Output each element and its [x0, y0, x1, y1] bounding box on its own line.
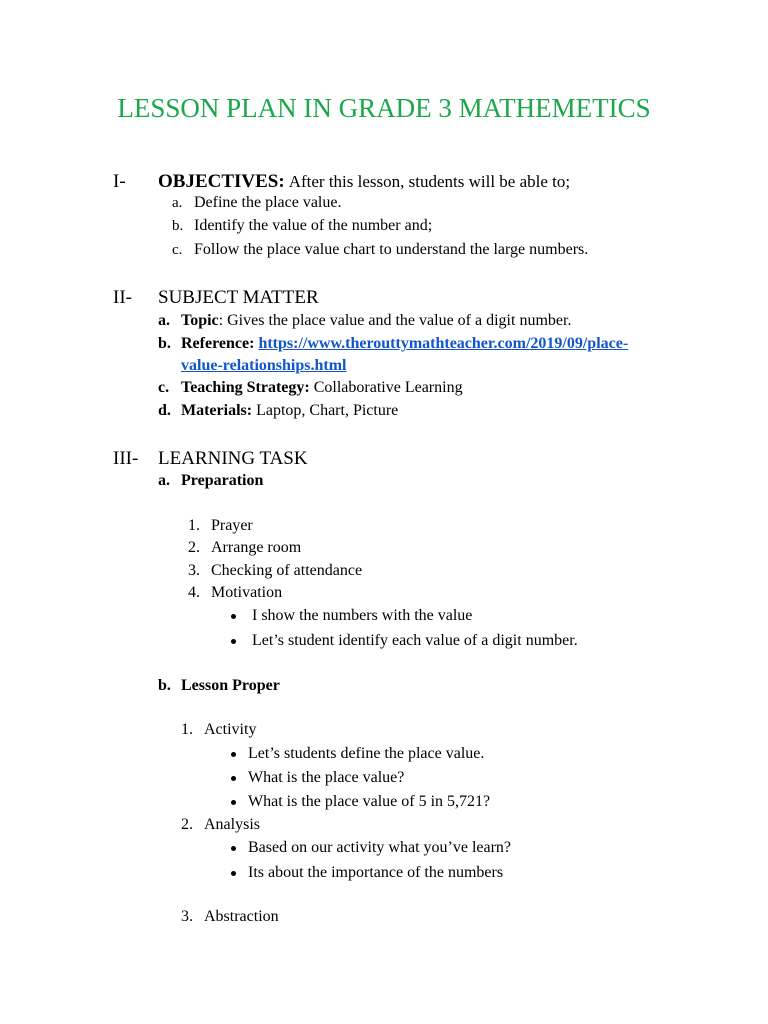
objective-b-text: Identify the value of the number and;	[194, 217, 433, 234]
subject-a-marker: a.	[158, 312, 170, 329]
topic-sep: :	[218, 312, 224, 329]
preparation-label: Preparation	[181, 472, 264, 489]
materials-label: Materials:	[181, 402, 253, 419]
document-title: LESSON PLAN IN GRADE 3 MATHEMETICS	[117, 93, 651, 123]
lesson-item-2-text: Analysis	[204, 816, 260, 833]
prep-item-3-text: Checking of attendance	[211, 562, 363, 579]
section-3-numeral: III-	[113, 448, 139, 469]
subject-c-marker: c.	[158, 379, 170, 396]
analysis-bullet-2: Its about the importance of the numbers	[248, 864, 504, 881]
subject-reference-line	[181, 336, 628, 352]
lesson-proper-label: Lesson Proper	[181, 677, 280, 694]
section-1-numeral: I-	[113, 171, 126, 192]
activity-bullet-3: What is the place value of 5 in 5,721?	[248, 793, 491, 810]
objective-c-marker: c.	[172, 242, 183, 258]
bullet-dot	[231, 776, 236, 781]
section-1-intro: After this lesson, students will be able to;	[288, 172, 571, 191]
prep-item-2-marker: 2.	[188, 539, 200, 556]
objective-a-text: Define the place value.	[194, 194, 342, 211]
subject-strategy-line	[181, 380, 463, 396]
section-1-heading-line	[158, 172, 570, 191]
bullet-dot	[231, 639, 236, 644]
objective-b-marker: b.	[172, 218, 184, 234]
lesson-item-3-marker: 3.	[181, 908, 193, 925]
prep-item-1-marker: 1.	[188, 517, 200, 534]
motivation-bullet-1: I show the numbers with the value	[252, 607, 473, 624]
section-3-heading: LEARNING TASK	[158, 448, 308, 469]
lesson-item-2-marker: 2.	[181, 816, 193, 833]
subject-b-marker: b.	[158, 335, 171, 352]
subject-d-marker: d.	[158, 402, 171, 419]
lesson-item-1-marker: 1.	[181, 721, 193, 738]
bullet-dot	[231, 871, 236, 876]
reference-label: Reference:	[181, 335, 255, 352]
lesson-proper-marker: b.	[158, 677, 171, 694]
topic-label: Topic	[181, 312, 219, 329]
objective-a-marker: a.	[172, 195, 183, 211]
preparation-marker: a.	[158, 472, 170, 489]
reference-link[interactable]: https://www.therouttymathteacher.com/2019/09/place-	[258, 335, 629, 352]
analysis-bullet-1: Based on our activity what you’ve learn?	[248, 839, 512, 856]
section-2-numeral: II-	[113, 287, 132, 308]
topic-text: Gives the place value and the value of a digit number.	[223, 312, 572, 329]
prep-item-2-text: Arrange room	[211, 539, 302, 556]
strategy-text: Collaborative Learning	[309, 379, 463, 396]
prep-item-4-marker: 4.	[188, 584, 200, 601]
prep-item-1-text: Prayer	[211, 517, 253, 534]
reference-link-continued[interactable]: value-relationships.html	[181, 357, 347, 374]
bullet-dot	[231, 614, 236, 619]
materials-text: Laptop, Chart, Picture	[252, 402, 399, 419]
objective-c-text: Follow the place value chart to understand the large numbers.	[194, 241, 589, 258]
bullet-dot	[231, 800, 236, 805]
bullet-dot	[231, 846, 236, 851]
motivation-bullet-2: Let’s student identify each value of a digit number.	[252, 632, 578, 649]
section-1-heading: OBJECTIVES:	[158, 171, 285, 192]
bullet-dot	[231, 752, 236, 757]
prep-item-3-marker: 3.	[188, 562, 200, 579]
prep-item-4-text: Motivation	[211, 584, 283, 601]
activity-bullet-2: What is the place value?	[248, 769, 405, 786]
subject-materials-line	[181, 403, 398, 419]
lesson-item-3-text: Abstraction	[204, 908, 279, 925]
subject-topic-line	[181, 313, 571, 329]
activity-bullet-1: Let’s students define the place value.	[248, 745, 485, 762]
lesson-item-1-text: Activity	[204, 721, 257, 738]
strategy-label: Teaching Strategy:	[181, 379, 310, 396]
section-2-heading: SUBJECT MATTER	[158, 287, 319, 308]
